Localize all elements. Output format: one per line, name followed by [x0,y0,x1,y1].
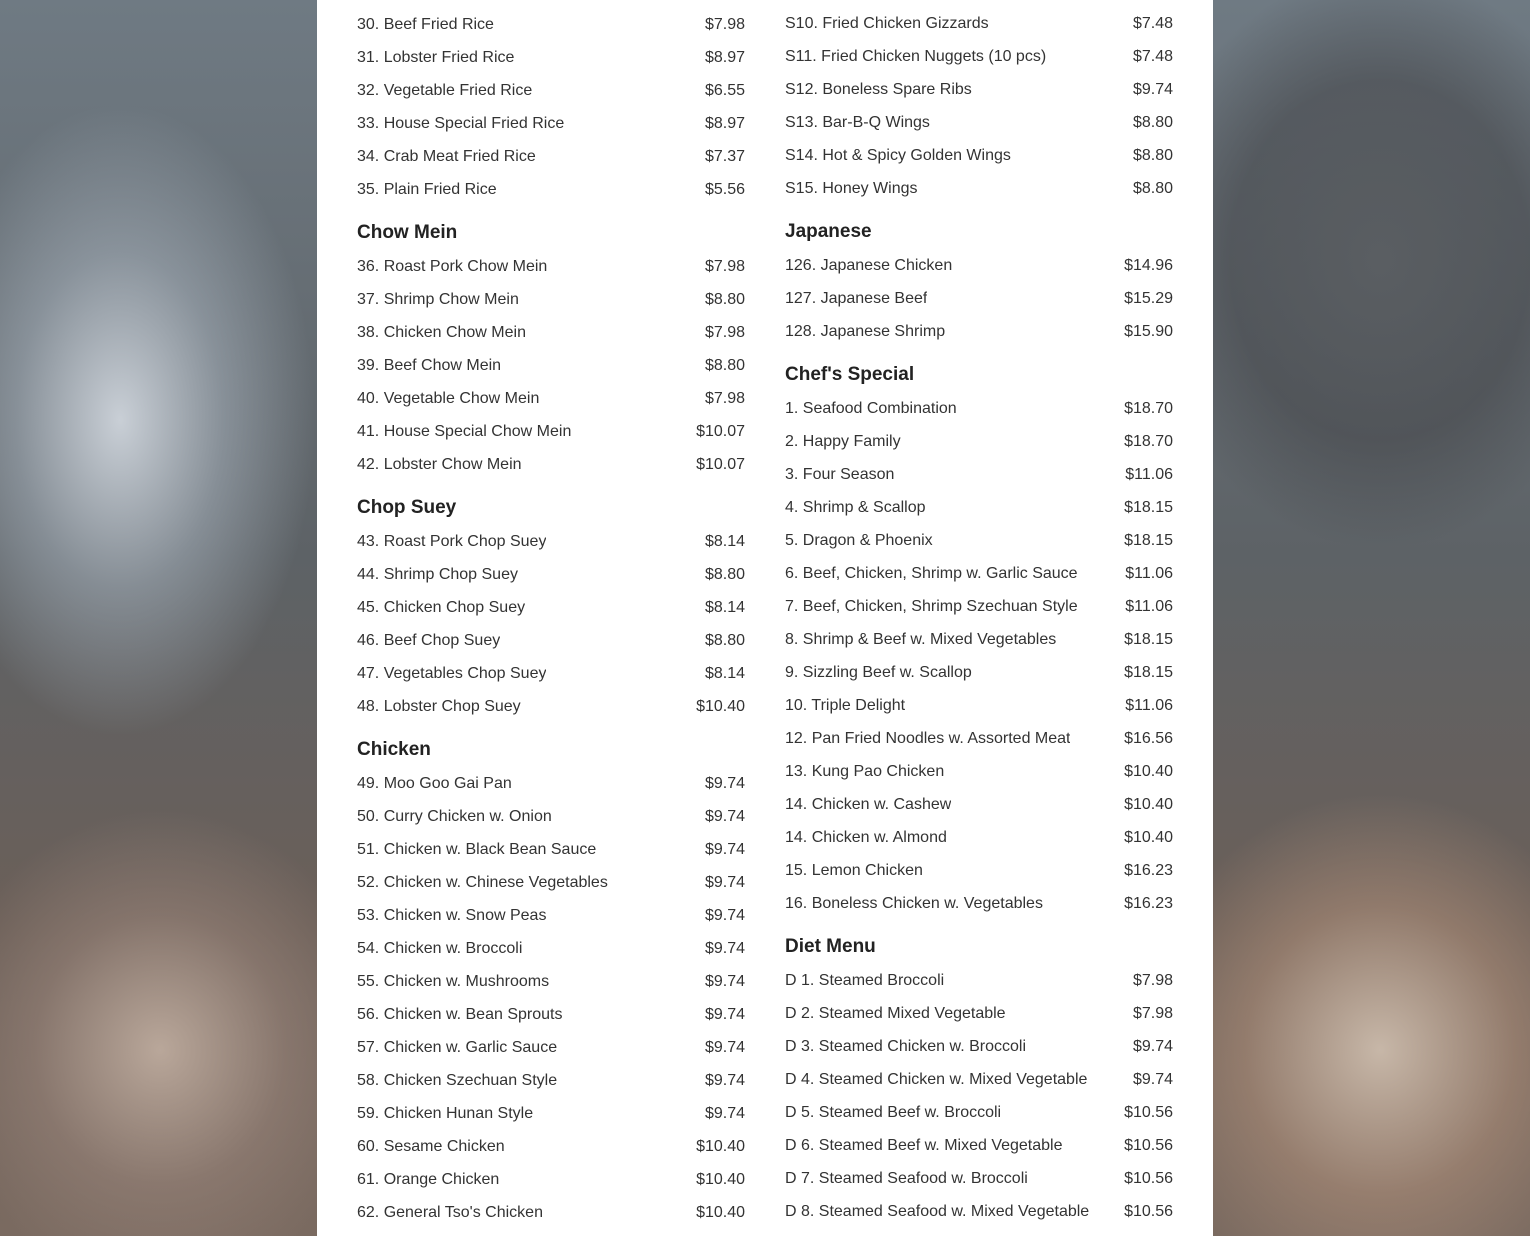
menu-item [357,107,745,140]
menu-item-name: 50. Curry Chicken w. Onion [357,808,552,825]
menu-item-name: 4. Shrimp & Scallop [785,499,926,516]
section-title: Chef's Special [785,364,915,385]
menu-item-name: D 4. Steamed Chicken w. Mixed Vegetable [785,1071,1088,1088]
menu-item-name: 10. Triple Delight [785,697,906,714]
menu-item-name: 42. Lobster Chow Mein [357,456,522,473]
menu-item [357,0,745,8]
menu-item-name: 53. Chicken w. Snow Peas [357,907,547,924]
menu-item [357,74,745,107]
menu-item-name: S15. Honey Wings [785,180,918,197]
menu-item [357,1196,745,1229]
menu-item-name: 14. Chicken w. Cashew [785,796,952,813]
menu-item-name [785,0,1040,7]
menu-item-name: 1. Seafood Combination [785,400,957,417]
menu-item [785,524,1173,557]
menu-item-name: 45. Chicken Chop Suey [357,599,526,616]
menu-item-name: 128. Japanese Shrimp [785,323,946,340]
menu-item-name: 38. Chicken Chow Mein [357,324,526,341]
menu-item-price: $10.40 [696,1204,745,1221]
menu-item-price: $18.70 [1124,433,1173,450]
menu-item [785,282,1173,315]
menu-item [357,250,745,283]
menu-item-price: $9.74 [704,907,745,924]
menu-item-price: $7.98 [704,390,745,407]
menu-item-price: $18.15 [1124,532,1173,549]
section-chefs-special [785,362,1173,920]
menu-item [357,173,745,206]
menu-item-name: 9. Sizzling Beef w. Scallop [785,664,972,681]
menu-item [357,932,745,965]
menu-item-price: $7.48 [1132,48,1173,65]
menu-item-price: $15.29 [1124,290,1173,307]
menu-item-name: 7. Beef, Chicken, Shrimp Szechuan Style [785,598,1078,615]
menu-item-name: D 2. Steamed Mixed Vegetable [785,1005,1006,1022]
menu-item-price: $10.40 [1124,763,1173,780]
menu-item-price: $5.56 [704,181,745,198]
section-title: Chop Suey [357,497,457,518]
menu-item [785,491,1173,524]
menu-item [785,172,1173,205]
menu-item-price: $18.70 [1124,400,1173,417]
menu-item-name: 8. Shrimp & Beef w. Mixed Vegetables [785,631,1057,648]
menu-item-price: $16.23 [1124,862,1173,879]
menu-item [357,41,745,74]
menu-item [785,689,1173,722]
section-title: Japanese [785,221,872,242]
menu-item [357,800,745,833]
menu-item-name: 34. Crab Meat Fried Rice [357,148,536,165]
menu-item-price: $7.48 [1132,15,1173,32]
menu-item-price: $10.07 [696,423,745,440]
menu-item-price: $10.56 [1124,1203,1173,1220]
menu-item [357,624,745,657]
menu-item-name: 61. Orange Chicken [357,1171,500,1188]
menu-item-name: 62. General Tso's Chicken [357,1204,543,1221]
menu-item [785,1129,1173,1162]
menu-panel [317,0,1213,1236]
menu-item-name: 12. Pan Fried Noodles w. Assorted Meat [785,730,1071,747]
menu-item-price [705,0,745,8]
menu-item-name: D 5. Steamed Beef w. Broccoli [785,1104,1002,1121]
section-japanese [785,219,1173,348]
menu-item-price: $8.97 [704,49,745,66]
menu-item [357,382,745,415]
menu-item [785,623,1173,656]
menu-item [357,1130,745,1163]
menu-item-price: $7.98 [1132,972,1173,989]
menu-item-price: $9.74 [1132,1038,1173,1055]
menu-item-name [357,0,519,8]
menu-item [785,73,1173,106]
menu-item-price: $10.40 [696,698,745,715]
menu-item-price: $9.74 [704,1006,745,1023]
menu-item-name: 46. Beef Chop Suey [357,632,501,649]
menu-item-name: S13. Bar-B-Q Wings [785,114,930,131]
menu-item-price: $10.56 [1124,1104,1173,1121]
menu-item-price: $7.37 [704,148,745,165]
menu-item [785,139,1173,172]
menu-item-name: 36. Roast Pork Chow Mein [357,258,548,275]
menu-item [785,964,1173,997]
menu-item-price: $11.06 [1125,598,1173,615]
menu-item [785,0,1173,7]
menu-item-price: $8.80 [704,632,745,649]
menu-item [357,690,745,723]
menu-column-left [357,0,745,1229]
menu-item-name: 48. Lobster Chop Suey [357,698,521,715]
menu-item [785,722,1173,755]
menu-item [785,425,1173,458]
menu-item [785,315,1173,348]
menu-item-price: $9.74 [704,973,745,990]
menu-item-name: D 8. Steamed Seafood w. Mixed Vegetable [785,1203,1090,1220]
menu-item [785,997,1173,1030]
menu-item-price: $6.55 [704,82,745,99]
menu-item [357,1097,745,1130]
menu-item [357,866,745,899]
menu-item-name: 31. Lobster Fried Rice [357,49,515,66]
menu-item-name: 32. Vegetable Fried Rice [357,82,533,99]
menu-item-name: 43. Roast Pork Chop Suey [357,533,547,550]
menu-item [785,40,1173,73]
menu-item-price: $10.56 [1124,1137,1173,1154]
menu-item [785,656,1173,689]
menu-item-name: 44. Shrimp Chop Suey [357,566,518,583]
menu-item [357,283,745,316]
menu-item-price: $10.40 [696,1171,745,1188]
specials-list [785,0,1173,205]
menu-item-name: 56. Chicken w. Bean Sprouts [357,1006,563,1023]
menu-item-name: D 7. Steamed Seafood w. Broccoli [785,1170,1028,1187]
menu-item-price: $7.98 [704,258,745,275]
menu-item-price: $10.07 [696,456,745,473]
menu-item [357,998,745,1031]
menu-item-price: $9.74 [704,1072,745,1089]
menu-item [357,558,745,591]
menu-item-price: $9.74 [704,775,745,792]
menu-item [357,833,745,866]
menu-item-name: 127. Japanese Beef [785,290,928,307]
menu-item-name: 37. Shrimp Chow Mein [357,291,519,308]
menu-item-price: $18.15 [1124,664,1173,681]
menu-item-price: $7.98 [704,16,745,33]
menu-item-name: 55. Chicken w. Mushrooms [357,973,550,990]
menu-item-name: 51. Chicken w. Black Bean Sauce [357,841,597,858]
menu-item-price: $9.74 [704,1105,745,1122]
menu-item-price: $8.14 [704,533,745,550]
menu-item [785,7,1173,40]
menu-item-price: $9.74 [704,874,745,891]
menu-item-name: 126. Japanese Chicken [785,257,953,274]
menu-item-name: 58. Chicken Szechuan Style [357,1072,558,1089]
menu-item-price: $10.40 [1124,829,1173,846]
menu-item-name: 5. Dragon & Phoenix [785,532,933,549]
menu-item-price: $8.80 [1132,180,1173,197]
menu-item-name: S12. Boneless Spare Ribs [785,81,972,98]
section-title: Chicken [357,739,431,760]
menu-item-name: S14. Hot & Spicy Golden Wings [785,147,1011,164]
menu-item-price: $9.74 [704,841,745,858]
menu-item [357,1031,745,1064]
menu-item-price: $11.06 [1125,466,1173,483]
menu-item-name: 35. Plain Fried Rice [357,181,497,198]
menu-item-price: $16.23 [1124,895,1173,912]
menu-item [357,767,745,800]
menu-item-name: 39. Beef Chow Mein [357,357,502,374]
section-title: Chow Mein [357,222,458,243]
menu-item-price: $8.80 [704,566,745,583]
menu-item [785,106,1173,139]
menu-item-price: $9.74 [704,1039,745,1056]
menu-item-price: $8.80 [1132,114,1173,131]
menu-item-price: $8.97 [704,115,745,132]
menu-item [357,1064,745,1097]
menu-item [785,590,1173,623]
menu-item-price: $11.06 [1125,697,1173,714]
menu-item [357,316,745,349]
menu-item-price: $8.80 [704,357,745,374]
section-chop-suey [357,495,745,723]
menu-item-name: 33. House Special Fried Rice [357,115,565,132]
menu-item-price: $10.40 [696,1138,745,1155]
menu-item-price: $9.74 [704,940,745,957]
menu-item-name: 57. Chicken w. Garlic Sauce [357,1039,558,1056]
menu-item-name: 41. House Special Chow Mein [357,423,572,440]
menu-item [785,788,1173,821]
menu-item [785,1030,1173,1063]
menu-item [357,965,745,998]
menu-item [357,140,745,173]
menu-item [785,854,1173,887]
menu-item-name: 47. Vegetables Chop Suey [357,665,547,682]
menu-item-price: $18.15 [1124,499,1173,516]
menu-item-name: 60. Sesame Chicken [357,1138,505,1155]
section-title: Diet Menu [785,936,876,957]
menu-column-right [785,0,1173,1228]
menu-item [357,591,745,624]
menu-item [785,249,1173,282]
menu-item [785,1063,1173,1096]
menu-item [357,657,745,690]
menu-item [785,755,1173,788]
menu-item-name: 52. Chicken w. Chinese Vegetables [357,874,608,891]
menu-item-price: $7.98 [704,324,745,341]
menu-item-name: 14. Chicken w. Almond [785,829,947,846]
menu-item [785,458,1173,491]
menu-item-price: $15.90 [1124,323,1173,340]
menu-item-price: $9.74 [1132,81,1173,98]
menu-item-price: $8.80 [1132,147,1173,164]
menu-item-price [1133,0,1173,7]
menu-item-name: 40. Vegetable Chow Mein [357,390,540,407]
menu-item [785,1096,1173,1129]
menu-item [785,392,1173,425]
menu-item-name: S11. Fried Chicken Nuggets (10 pcs) [785,48,1047,65]
menu-item-name: 15. Lemon Chicken [785,862,923,879]
menu-item-name: D 1. Steamed Broccoli [785,972,945,989]
menu-item-price: $9.74 [704,808,745,825]
menu-item [357,899,745,932]
menu-item-price: $16.56 [1124,730,1173,747]
menu-item-price: $8.14 [704,665,745,682]
section-chow-mein [357,220,745,481]
menu-item [357,1163,745,1196]
menu-item-name: 54. Chicken w. Broccoli [357,940,523,957]
menu-item [357,349,745,382]
section-diet-menu [785,934,1173,1228]
menu-item-name: D 6. Steamed Beef w. Mixed Vegetable [785,1137,1063,1154]
menu-item-price: $10.56 [1124,1170,1173,1187]
menu-item [357,8,745,41]
menu-item [785,1162,1173,1195]
menu-item-name: D 3. Steamed Chicken w. Broccoli [785,1038,1026,1055]
menu-item-price: $8.80 [704,291,745,308]
fried-rice-list [357,0,745,206]
menu-item [785,821,1173,854]
menu-item-name: 3. Four Season [785,466,895,483]
menu-item-price: $11.06 [1125,565,1173,582]
menu-item-price: $14.96 [1124,257,1173,274]
menu-item [785,1195,1173,1228]
menu-item-name: 49. Moo Goo Gai Pan [357,775,512,792]
menu-item-price: $18.15 [1124,631,1173,648]
menu-item-name: 2. Happy Family [785,433,901,450]
menu-item-price: $7.98 [1132,1005,1173,1022]
menu-item [785,557,1173,590]
menu-item-price: $9.74 [1132,1071,1173,1088]
menu-item [357,448,745,481]
menu-item [785,887,1173,920]
menu-item-name: 59. Chicken Hunan Style [357,1105,534,1122]
menu-item-price: $8.14 [704,599,745,616]
menu-item-name: 30. Beef Fried Rice [357,16,494,33]
section-chicken [357,737,745,1229]
menu-item-price: $10.40 [1124,796,1173,813]
menu-item [357,415,745,448]
menu-item [357,525,745,558]
menu-item-name: 13. Kung Pao Chicken [785,763,945,780]
menu-item-name: S10. Fried Chicken Gizzards [785,15,989,32]
menu-item-name: 16. Boneless Chicken w. Vegetables [785,895,1043,912]
menu-item-name: 6. Beef, Chicken, Shrimp w. Garlic Sauce [785,565,1078,582]
